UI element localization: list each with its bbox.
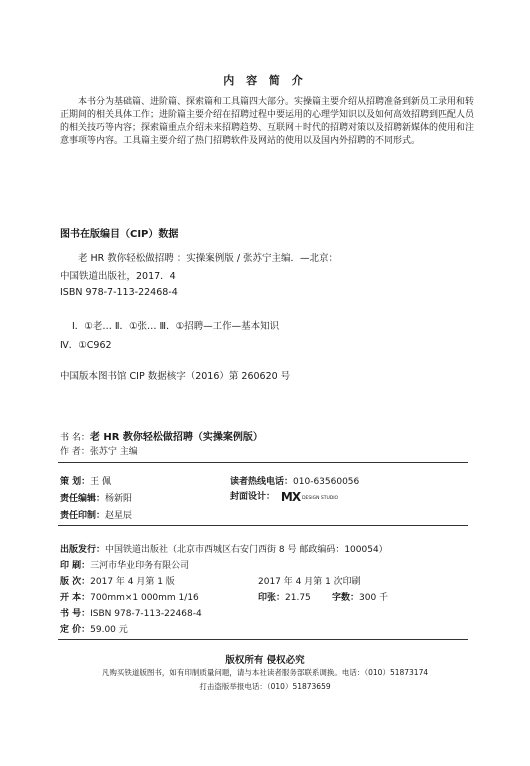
cover-design-label: 封面设计：: [230, 492, 276, 502]
format-label: 开 本：: [60, 593, 91, 603]
isbn-row: [60, 606, 202, 619]
divider-1: [58, 462, 468, 463]
printer-row: [60, 558, 189, 571]
edition-value: 2017 年 4 月第 1 版: [90, 577, 175, 587]
piracy-hotline: 打击盗版举报电话：（010）51873659: [199, 682, 331, 691]
intro-title: 内 容 简 介: [223, 74, 307, 87]
mx-design-logo: [281, 490, 338, 504]
printer-label: 印 刷：: [60, 561, 91, 571]
print-manager-value: 赵星辰: [105, 511, 133, 521]
intro-paragraph: 本书分为基础篇、进阶篇、探索篇和工具篇四大部分。实操篇主要介绍从招聘准备到新员工录用和转正期间的相关具体工作；进阶篇主要介绍在招聘过程中要运用的心理学知识以及如何高效招聘到匹配人员的相关技巧等内容；探索篇重点介绍未来招聘趋势、互联网＋时代的招聘对策以及招聘新媒体的使用和注意事项等内容。工具篇主要介绍了热门招聘软件及网站的使用以及国内外招聘的不同形式。: [60, 97, 475, 146]
editor-label: 责任编辑：: [60, 494, 106, 504]
hotline-label: 读者热线电话：: [230, 477, 294, 487]
edition-row: [60, 574, 175, 587]
publisher-label: 出版发行：: [60, 545, 106, 555]
words-value: 300 千: [359, 593, 389, 603]
planner-label: 策 划：: [60, 477, 91, 487]
author-row: [60, 444, 138, 457]
planner-value: 王 佩: [90, 477, 112, 487]
mx-logo-mark: MX: [280, 489, 301, 504]
author-label: 作 者：: [60, 447, 90, 457]
publisher-value: 中国铁道出版社（北京市西城区右安门西街 8 号 邮政编码：100054）: [105, 545, 388, 555]
cip-line-5: Ⅳ．①C962: [60, 340, 112, 351]
editor-row: [60, 491, 132, 504]
publisher-row: [60, 542, 388, 555]
cip-line-6: 中国版本图书馆 CIP 数据核字（2016）第 260620 号: [60, 371, 291, 382]
price-value: 59.00 元: [90, 625, 128, 635]
words-label: 字数：: [332, 593, 360, 603]
sheets-row: [258, 590, 311, 603]
print-manager-label: 责任印制：: [60, 511, 106, 521]
format-value: 700mm×1 000mm 1/16: [90, 593, 199, 603]
mx-logo-subtext: DESIGN STUDIO: [302, 495, 339, 501]
price-row: [60, 622, 128, 635]
quality-notice: 凡购买铁道版图书，如有印制质量问题，请与本社读者服务部联系调换。电话：（010）51873174: [101, 668, 429, 677]
isbn-label: 书 号：: [60, 609, 91, 619]
hotline-row: [230, 474, 359, 487]
editor-value: 杨新阳: [105, 494, 133, 504]
words-row: [332, 590, 388, 603]
price-label: 定 价：: [60, 625, 91, 635]
format-row: [60, 590, 199, 603]
cover-design-row: [230, 489, 338, 504]
book-title-label: 书 名：: [60, 433, 90, 443]
print-manager-row: [60, 508, 132, 521]
intro-body: [60, 96, 480, 148]
copyright-notice: 版权所有 侵权必究: [225, 655, 305, 666]
book-title-row: [60, 428, 263, 443]
printer-value: 三河市华业印务有限公司: [90, 561, 190, 571]
isbn-value: ISBN 978-7-113-22468-4: [90, 609, 202, 619]
sheets-value: 21.75: [285, 593, 311, 603]
cip-line-4: Ⅰ．①老… Ⅱ．①张… Ⅲ．①招聘—工作—基本知识: [72, 321, 280, 332]
impression-value: 2017 年 4 月第 1 次印刷: [258, 577, 361, 587]
divider-2: [58, 525, 468, 526]
cip-line-1: 老 HR 教你轻松做招聘 ：实操案例版 / 张苏宁主编．—北京：: [78, 253, 339, 264]
cip-line-2: 中国铁道出版社，2017．4: [60, 271, 176, 282]
edition-label: 版 次：: [60, 577, 91, 587]
sheets-label: 印张：: [258, 593, 286, 603]
cip-title: 图书在版编目（CIP）数据: [60, 229, 179, 240]
author-value: 张苏宁 主编: [89, 447, 138, 457]
book-title-value: 老 HR 教你轻松做招聘（实操案例版）: [89, 432, 263, 443]
planner-row: [60, 474, 111, 487]
cip-line-3: ISBN 978-7-113-22468-4: [60, 287, 178, 298]
divider-3: [58, 639, 468, 640]
hotline-value: 010-63560056: [293, 477, 360, 487]
